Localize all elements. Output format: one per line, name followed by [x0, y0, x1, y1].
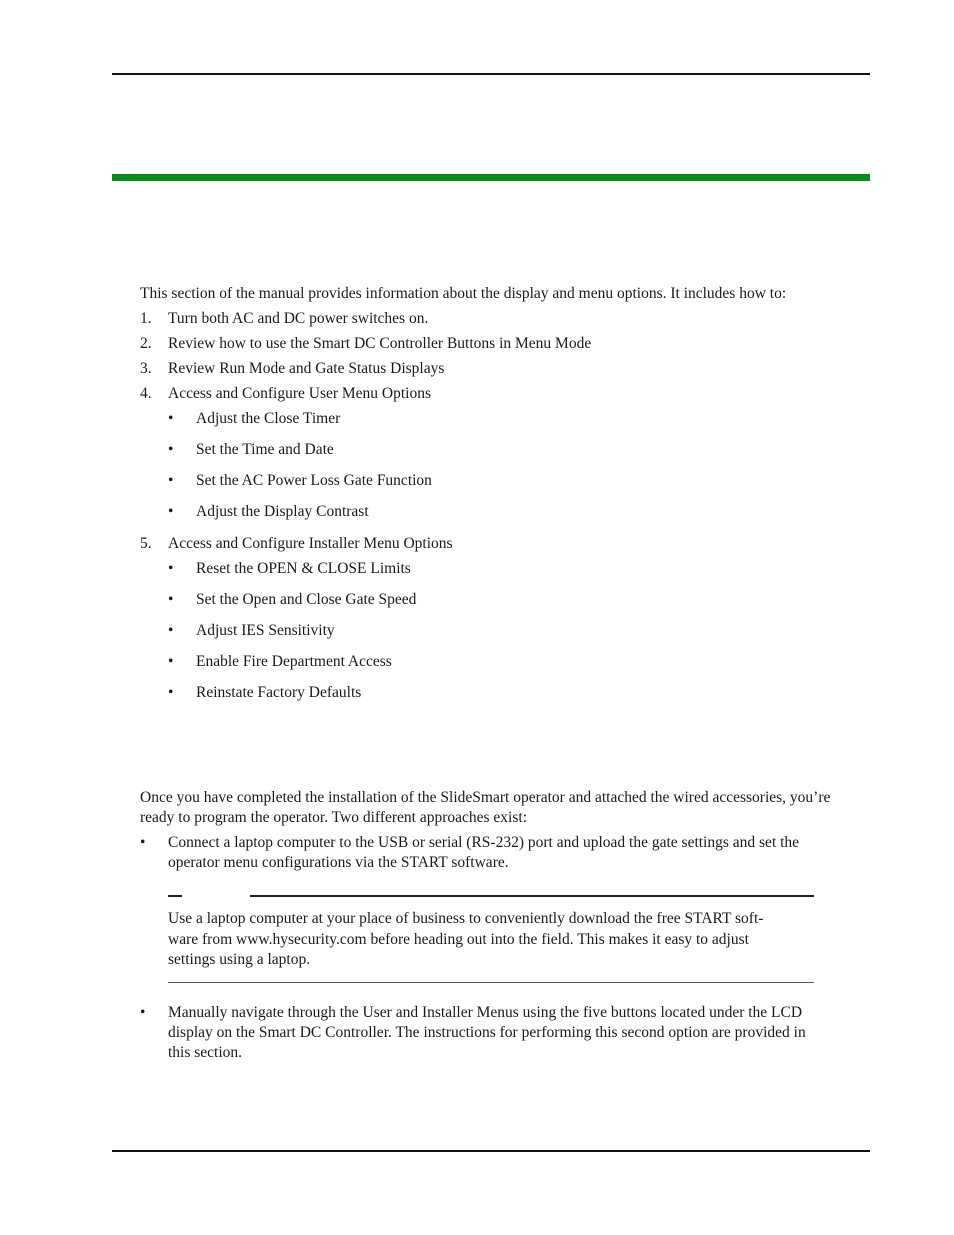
bullet-icon: •	[168, 410, 174, 427]
list-item: Adjust IES Sensitivity	[196, 622, 335, 639]
tip-text-line: ware from www.hysecurity.com before heading out into the field. This makes it easy to adjust	[168, 931, 749, 948]
tip-box-top-rule	[168, 895, 182, 897]
step-number: 5.	[140, 535, 152, 552]
step-number: 4.	[140, 385, 152, 402]
section-heading-rule	[112, 174, 870, 181]
tip-text-line: settings using a laptop.	[168, 951, 311, 968]
tip-box-bottom-rule	[168, 982, 814, 983]
bullet-icon: •	[168, 591, 174, 608]
bullet-icon: •	[168, 472, 174, 489]
step-text: Access and Configure Installer Menu Options	[168, 535, 453, 552]
bullet-icon: •	[140, 834, 146, 851]
step-text: Review Run Mode and Gate Status Displays	[168, 360, 445, 377]
bullet-icon: •	[168, 684, 174, 701]
list-item: Reset the OPEN & CLOSE Limits	[196, 560, 411, 577]
bullet-icon: •	[168, 441, 174, 458]
bullet-icon: •	[140, 1004, 146, 1021]
bullet-icon: •	[168, 503, 174, 520]
option-1-line: Connect a laptop computer to the USB or serial (RS-232) port and upload the gate settings and set the	[168, 834, 800, 851]
tip-text-line: Use a laptop computer at your place of business to conveniently download the free START soft-	[168, 910, 764, 927]
list-item: Adjust the Close Timer	[196, 410, 341, 427]
paragraph-line: ready to program the operator. Two different approaches exist:	[140, 809, 528, 826]
bullet-icon: •	[168, 653, 174, 670]
header-rule	[112, 73, 870, 75]
tip-box-top-rule	[250, 895, 814, 897]
step-number: 2.	[140, 335, 152, 352]
list-item: Reinstate Factory Defaults	[196, 684, 362, 701]
bullet-icon: •	[168, 560, 174, 577]
step-text: Review how to use the Smart DC Controller Buttons in Menu Mode	[168, 335, 592, 352]
list-item: Set the Time and Date	[196, 441, 334, 458]
step-number: 1.	[140, 310, 152, 327]
step-text: Turn both AC and DC power switches on.	[168, 310, 429, 327]
intro-text: This section of the manual provides information about the display and menu options. It includes how to:	[140, 285, 787, 302]
option-2-line: this section.	[168, 1044, 243, 1061]
footer-rule	[112, 1150, 870, 1152]
bullet-icon: •	[168, 622, 174, 639]
list-item: Set the Open and Close Gate Speed	[196, 591, 417, 608]
option-2-line: display on the Smart DC Controller. The instructions for performing this second option are provided in	[168, 1024, 806, 1041]
step-text: Access and Configure User Menu Options	[168, 385, 432, 402]
option-1-line: operator menu configurations via the START software.	[168, 854, 509, 871]
option-2-line: Manually navigate through the User and Installer Menus using the five buttons located under the LCD	[168, 1004, 803, 1021]
list-item: Set the AC Power Loss Gate Function	[196, 472, 432, 489]
list-item: Adjust the Display Contrast	[196, 503, 369, 520]
paragraph-line: Once you have completed the installation of the SlideSmart operator and attached the wired accessories, you’re	[140, 789, 831, 806]
step-number: 3.	[140, 360, 152, 377]
list-item: Enable Fire Department Access	[196, 653, 392, 670]
